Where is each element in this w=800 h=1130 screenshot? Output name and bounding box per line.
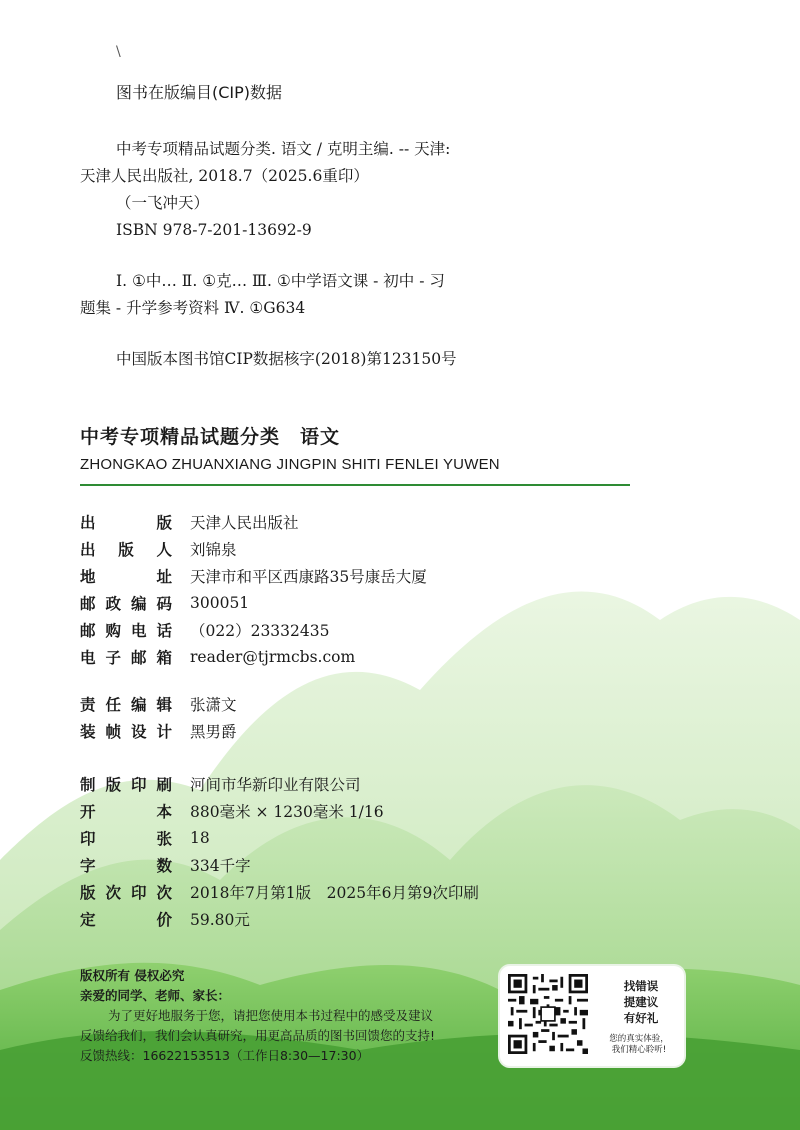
editor-info (80, 690, 237, 744)
feedback-footer (80, 966, 435, 1066)
info-value: 18 (190, 828, 210, 847)
info-label: 电子邮箱 (80, 647, 172, 667)
info-label: 邮购电话 (80, 620, 172, 640)
cip-heading: 图书在版编目(CIP)数据 (116, 83, 283, 102)
feedback-qr-card (500, 966, 684, 1066)
info-value: 334千字 (190, 856, 251, 875)
info-label: 印 张 (80, 828, 172, 848)
info-row (80, 690, 237, 717)
book-title (80, 422, 340, 449)
cip-number: 中国版本图书馆CIP数据核字(2018)第123150号 (116, 350, 457, 368)
print-info (80, 770, 479, 932)
info-label: 制版印刷 (80, 774, 172, 794)
info-row (80, 905, 479, 932)
cip-class-line: Ⅰ. ①中… Ⅱ. ①克… Ⅲ. ①中学语文课 - 初中 - 习 (116, 272, 445, 290)
cip-number-block (80, 346, 510, 373)
info-label: 装帧设计 (80, 721, 172, 741)
cip-class-line: 题集 - 升学参考资料 Ⅳ. ①G634 (80, 299, 306, 317)
info-value: 张潇文 (190, 695, 237, 714)
info-label: 责任编辑 (80, 694, 172, 714)
cip-record (80, 136, 510, 244)
feedback-message: 反馈给我们，我们会认真研究，用更高品质的图书回馈您的支持! (80, 1028, 436, 1043)
info-value: 河间市华新印业有限公司 (190, 775, 361, 794)
book-subject: 语文 (300, 426, 341, 448)
info-label: 字 数 (80, 855, 172, 875)
cip-series: （一飞冲天） (116, 194, 210, 212)
publish-info (80, 508, 427, 670)
info-row (80, 851, 479, 878)
info-value: 300051 (190, 593, 250, 612)
info-value: 880毫米 × 1230毫米 1/16 (190, 802, 384, 821)
info-value: 黑男爵 (190, 722, 237, 741)
info-row (80, 717, 237, 744)
qr-card-title (604, 978, 678, 1026)
book-title-pinyin: ZHONGKAO ZHUANXIANG JINGPIN SHITI FENLEI YUWEN (80, 456, 500, 473)
info-value: 2018年7月第1版 2025年6月第9次印刷 (190, 883, 479, 902)
qr-title-line: 提建议 (623, 995, 659, 1009)
info-row (80, 770, 479, 797)
qr-sub-line: 我们精心聆听! (611, 1045, 667, 1055)
info-label: 定 价 (80, 909, 172, 929)
info-value: reader@tjrmcbs.com (190, 647, 356, 666)
copyright-notice: 版权所有 侵权必究 (80, 968, 185, 983)
info-label: 版次印次 (80, 882, 172, 902)
info-row (80, 878, 479, 905)
info-value: 刘锦泉 (190, 540, 237, 559)
info-label: 邮政编码 (80, 593, 172, 613)
info-row (80, 589, 427, 616)
info-label: 地 址 (80, 566, 172, 586)
info-label: 出版人 (80, 539, 172, 559)
info-label: 开 本 (80, 801, 172, 821)
info-value: 天津市和平区西康路35号康岳大厦 (190, 567, 427, 586)
info-row (80, 616, 427, 643)
cip-line: 中考专项精品试题分类. 语文 / 克明主编. -- 天津: (116, 140, 451, 158)
greeting: 亲爱的同学、老师、家长： (80, 988, 231, 1003)
green-divider (80, 484, 630, 486)
info-value: 59.80元 (190, 910, 250, 929)
feedback-hotline: 反馈热线：16622153513（工作日8:30—17:30） (80, 1048, 370, 1063)
cip-line: 天津人民出版社, 2018.7（2025.6重印） (80, 167, 369, 185)
info-row (80, 562, 427, 589)
qr-sub-line: 您的真实体验， (609, 1034, 669, 1044)
qr-title-line: 找错误 (623, 979, 659, 993)
cip-isbn: ISBN 978-7-201-13692-9 (116, 221, 312, 239)
cip-classification (80, 268, 510, 322)
info-label: 出 版 (80, 512, 172, 532)
feedback-message: 为了更好地服务于您，请把您使用本书过程中的感受及建议 (108, 1008, 434, 1023)
info-row (80, 535, 427, 562)
qr-title-line: 有好礼 (623, 1011, 659, 1025)
info-row (80, 797, 479, 824)
info-row (80, 824, 479, 851)
book-title-main: 中考专项精品试题分类 (80, 426, 281, 448)
page-mark: \ (116, 44, 121, 60)
qr-card-subtitle (596, 1034, 682, 1056)
info-row (80, 643, 427, 670)
info-value: 天津人民出版社 (190, 513, 299, 532)
info-row (80, 508, 427, 535)
info-value: （022）23332435 (190, 621, 330, 640)
qr-code-icon[interactable] (508, 974, 588, 1054)
